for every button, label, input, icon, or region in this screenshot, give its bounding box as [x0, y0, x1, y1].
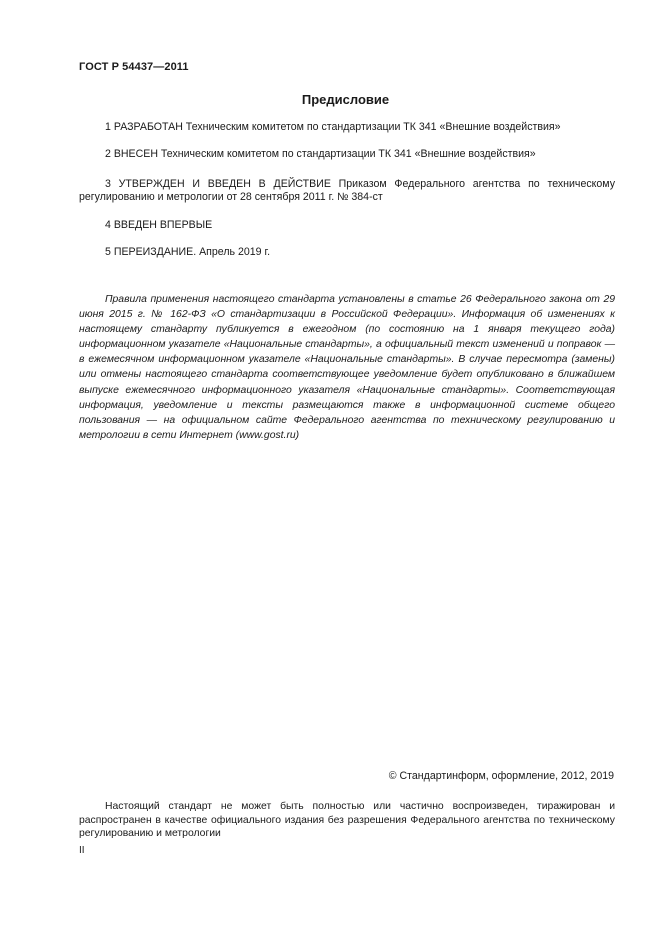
- preface-item-5: 5 ПЕРЕИЗДАНИЕ. Апрель 2019 г.: [105, 246, 271, 259]
- document-code: ГОСТ Р 54437—2011: [79, 61, 189, 73]
- copyright-line: © Стандартинформ, оформление, 2012, 2019: [388, 770, 614, 782]
- application-rules-notice: Правила применения настоящего стандарта установлены в статье 26 Федерального закона от 29 июня 2015 г. № 162-ФЗ «О стандартизации в Российской Федерации». Информация об изменениях к настоящему стандарту публикуется в ежегодном (по состоянию на 1 января текущего года) информационном указателе «Национальные стандарты», а официальный текст изменений и поправок — в ежемесячном информационном указателе «Национальные стандарты». В случае пересмотра (замены) или отмены настоящего стандарта соответствующее уведомление будет опубликовано в ближайшем выпуске ежемесячного информационного указателя «Национальные стандарты». Соответствующая информация, уведомление и тексты размещаются также в информационной системе общего пользования — на официальном сайте Федерального агентства по техническому регулированию и метрологии в сети Интернет (www.gost.ru): [79, 294, 615, 441]
- preface-title: Предисловие: [301, 92, 390, 107]
- preface-item-2: 2 ВНЕСЕН Техническим комитетом по стандартизации ТК 341 «Внешние воздействия»: [105, 148, 536, 161]
- preface-item-4: 4 ВВЕДЕН ВПЕРВЫЕ: [105, 218, 213, 231]
- preface-item-3: 3 УТВЕРЖДЕН И ВВЕДЕН В ДЕЙСТВИЕ Приказом Федерального агентства по техническому регулированию и метрологии от 28 сентября 2011 г. № 384-ст: [79, 177, 615, 204]
- reproduction-restriction: Настоящий стандарт не может быть полностью или частично воспроизведен, тиражирован и распространен в качестве официального издания без разрешения Федерального агентства по техническому регулированию и метрологии: [79, 801, 615, 840]
- preface-item-1: 1 РАЗРАБОТАН Техническим комитетом по стандартизации ТК 341 «Внешние воздействия»: [105, 121, 561, 133]
- preface-list: [79, 121, 615, 259]
- page-number: II: [79, 845, 85, 856]
